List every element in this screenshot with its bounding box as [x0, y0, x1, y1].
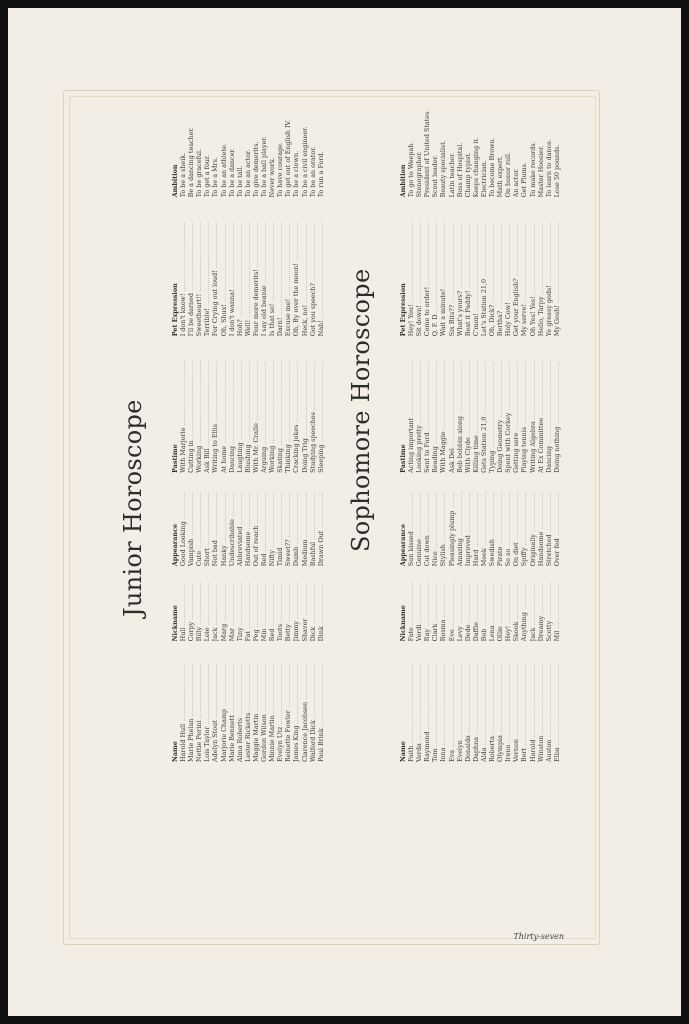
table-cell: Laughing ..... [236, 336, 244, 473]
table-cell: Donalda ..... [464, 641, 472, 762]
table-cell: Ask Bill ..... [203, 336, 211, 473]
table-cell: To be an actor. [243, 149, 252, 198]
table-cell: Gets Station 21,0 ..... [480, 336, 488, 473]
column-header: Ambition [171, 164, 179, 198]
table-cell: Arguing ..... [260, 336, 268, 473]
table-cell: Bert ..... [520, 641, 528, 762]
column-header: Name [399, 741, 407, 762]
table-cell: Jack ..... [211, 566, 219, 641]
table-cell: Toots ..... [276, 566, 284, 641]
column-header: Ambition [399, 164, 407, 198]
table-cell: Out of reach ..... [252, 473, 260, 566]
table-cell: At home ..... [220, 336, 228, 473]
table-cell: Oh Yes! Yes! ..... [529, 197, 537, 336]
table-cell: Shaver ..... [301, 566, 309, 641]
table-cell: Ye greasy gods! ..... [545, 197, 553, 336]
table-cell: Doing Geometry ..... [496, 336, 504, 473]
table-row [423, 22, 431, 762]
table-row [512, 22, 520, 762]
table-cell: For Crying out loud! ..... [211, 197, 219, 336]
table-cell: Oh, Dick? ..... [488, 197, 496, 336]
column-header: Appearance [399, 523, 407, 567]
table-cell: Spent with Corkey ..... [504, 336, 512, 473]
table-cell: C'mon! ..... [472, 197, 480, 336]
table-cell: Reading ..... [431, 336, 439, 473]
table-cell: Nah! ..... [317, 197, 325, 336]
table-cell: Raymond ..... [423, 641, 431, 762]
table-row [537, 22, 545, 762]
table-row [431, 22, 439, 762]
table-cell: Dancing ..... [228, 336, 236, 473]
table-cell: To learn to dance. [544, 139, 553, 198]
table-row [456, 22, 464, 762]
table-cell: Never work. [268, 157, 277, 198]
table-cell: Getting sore ..... [512, 336, 520, 473]
table-cell: To be tall. [235, 165, 244, 198]
table-cell: Ireno ..... [504, 641, 512, 762]
table-cell: To be a civil engineer. [300, 126, 309, 198]
table-cell: My Gosh! ..... [553, 197, 561, 336]
table-cell: Dumb ..... [292, 473, 300, 566]
table-cell: Tom ..... [431, 641, 439, 762]
table-cell: Eve ..... [448, 566, 456, 641]
table-cell: On honor roll. [504, 151, 513, 198]
column-header: Nickname [171, 605, 179, 642]
table-cell: Marie Phelan ..... [187, 641, 195, 762]
table-row [480, 22, 488, 762]
table-cell: With Maggie ..... [439, 336, 447, 473]
table-cell: Abbreviated ..... [236, 473, 244, 566]
table-cell: Electrician. [479, 160, 488, 198]
table-cell: Stretched ..... [545, 473, 553, 566]
table-cell: Six Bits?? ..... [448, 197, 456, 336]
table-cell: Minnie Martin ..... [268, 641, 276, 762]
table-cell: To get a four. [203, 154, 212, 198]
table-cell: Dede ..... [464, 566, 472, 641]
table-cell: Cracking jokes ..... [292, 336, 300, 473]
table-cell: Red ..... [260, 473, 268, 566]
table-cell: To become Brown. [488, 137, 497, 198]
table-row [439, 22, 447, 762]
table-row [292, 22, 300, 762]
table-cell: Drawn Out ..... [317, 473, 325, 566]
table-cell: Bertha? ..... [496, 197, 504, 336]
table-cell: Ollie ..... [496, 566, 504, 641]
table-cell: Get Plums. [520, 162, 529, 198]
table-cell: Roberta ..... [488, 641, 496, 762]
table-row [195, 22, 203, 762]
table-cell: Auston ..... [545, 641, 553, 762]
table-cell: Got you speech? ..... [309, 197, 317, 336]
table-cell: Meek ..... [480, 473, 488, 566]
table-row [317, 22, 325, 762]
table-cell: Ray ..... [423, 566, 431, 641]
table-row [187, 22, 195, 762]
table-cell: Marjorie Champ ..... [220, 641, 228, 762]
table-cell: President of United States. [423, 109, 432, 198]
table-row [203, 22, 211, 762]
table-cell: Holy Cow! ..... [504, 197, 512, 336]
table-cell: Daphna ..... [472, 641, 480, 762]
table-cell: Daffie ..... [472, 566, 480, 641]
table-cell: With Mr. Cralle ..... [252, 336, 260, 473]
table-row [211, 22, 219, 762]
table-cell: Fate ..... [407, 566, 415, 641]
table-cell: Heck, no! ..... [301, 197, 309, 336]
table-cell: Handsome ..... [537, 473, 545, 566]
table-cell: Cutting in ..... [187, 336, 195, 473]
table-cell: Lena ..... [488, 566, 496, 641]
table-row [529, 22, 537, 762]
table-cell: Beat it Paddy! ..... [464, 197, 472, 336]
table-row [284, 22, 292, 762]
table-cell: Doing Trig ..... [301, 336, 309, 473]
table-cell: Reinette Fowler ..... [284, 641, 292, 762]
table-cell: Hanky ..... [220, 473, 228, 566]
table-cell: Hard ..... [472, 473, 480, 566]
column-header: Pet Expression [171, 283, 179, 337]
table-cell: Master Hoosier. [536, 145, 545, 198]
table-cell: Gordon Wilson ..... [260, 641, 268, 762]
table-cell: Scotty ..... [545, 566, 553, 641]
table-cell: Eva ..... [448, 641, 456, 762]
table-cell: Alda ..... [480, 641, 488, 762]
table-cell: Min ..... [260, 566, 268, 641]
table-cell: Rosma ..... [439, 566, 447, 641]
table-cell: Ask Del ..... [448, 336, 456, 473]
table-cell: Faith ..... [407, 641, 415, 762]
table-cell: Hey! You! ..... [407, 197, 415, 336]
table-cell: Keeps changing it. [471, 137, 480, 198]
table-cell: Blushing ..... [244, 336, 252, 473]
table-cell: Harold Hull ..... [179, 641, 187, 762]
table-cell: Working ..... [195, 336, 203, 473]
table-cell: With Clyde ..... [464, 336, 472, 473]
table-cell: Sun kissed ..... [407, 473, 415, 566]
table-cell: Stenographer. [415, 151, 424, 198]
table-cell: To get out of English IV. [284, 119, 293, 198]
table-cell: Spiffy ..... [520, 473, 528, 566]
table-cell: Oh, By over the moon! ..... [292, 197, 300, 336]
table-cell: Latin teacher. [447, 152, 456, 198]
table-row [553, 22, 561, 762]
table-cell: Be a dancing teacher. [187, 127, 196, 198]
column-header: Pastime [171, 444, 179, 473]
table-cell: Loie ..... [203, 566, 211, 641]
table-cell: Maggie Martin ..... [252, 641, 260, 762]
table-cell: Walford Dick ..... [309, 641, 317, 762]
table-cell: Winston ..... [537, 641, 545, 762]
table-cell: I'll be darned ..... [187, 197, 195, 336]
table-cell: Sweet?? ..... [284, 473, 292, 566]
table-cell: Hoh? ..... [236, 197, 244, 336]
table-row [268, 22, 276, 762]
table-cell: Short ..... [203, 473, 211, 566]
table-cell: To be a dancer. [227, 148, 236, 198]
table-cell: To go to Weepah. [407, 141, 416, 198]
table-cell: Typing ..... [488, 336, 496, 473]
table-cell: Oh, Shux! ..... [220, 197, 228, 336]
table-cell: Clarence Jacobsen ..... [301, 641, 309, 762]
table-cell: Sweetheart!! ..... [195, 197, 203, 336]
table-row [545, 22, 553, 762]
table-cell: To be an orator. [308, 146, 317, 198]
header-row [399, 22, 407, 762]
table-cell: Marg ..... [220, 566, 228, 641]
table-cell: Billy ..... [195, 566, 203, 641]
table-cell: Medium ..... [301, 473, 309, 566]
table-cell: Studying speeches ..... [309, 336, 317, 473]
table-cell: Alma Roberts ..... [236, 641, 244, 762]
table-cell: Betty ..... [284, 566, 292, 641]
table-cell: Sent to Ford ..... [423, 336, 431, 473]
table-cell: Writing to Ellis ..... [211, 336, 219, 473]
table-cell: An actor. [512, 168, 521, 198]
column-header: Pet Expression [399, 283, 407, 337]
table-cell: Red ..... [268, 566, 276, 641]
table-cell: Beauty specialist. [439, 140, 448, 198]
table-cell: Marie Bennett ..... [228, 641, 236, 762]
table-cell: Jack ..... [529, 566, 537, 641]
table-cell: Amazing ..... [456, 473, 464, 566]
table-cell: Nice ..... [431, 473, 439, 566]
table-row [496, 22, 504, 762]
table-row [504, 22, 512, 762]
junior-title: Junior Horoscope [119, 399, 147, 617]
table-cell: So so ..... [504, 473, 512, 566]
table-cell: Handsome ..... [244, 473, 252, 566]
table-cell: Tiny ..... [236, 566, 244, 641]
table-row [260, 22, 268, 762]
table-row [220, 22, 228, 762]
table-cell: Writing Algebra ..... [529, 336, 537, 473]
rotated-content [111, 22, 591, 762]
table-cell: Bashful ..... [309, 473, 317, 566]
table-cell: Levy ..... [456, 566, 464, 641]
table-cell: Timid ..... [276, 473, 284, 566]
table-cell: Boss of Hospital. [455, 142, 464, 198]
table-cell: Lester Ricketts ..... [244, 641, 252, 762]
table-cell: Jimmy ..... [292, 566, 300, 641]
table-cell: Inna ..... [439, 641, 447, 762]
table-cell: Q. F. D. ..... [431, 197, 439, 336]
table-cell: With Marjorie ..... [179, 336, 187, 473]
table-cell: Hull ..... [179, 566, 187, 641]
table-cell: To make records. [528, 141, 537, 198]
table-cell: To be an athlete. [219, 143, 228, 198]
table-cell: Scout leader. [431, 154, 440, 198]
table-cell: Pirate ..... [496, 473, 504, 566]
table-cell: Improved ..... [464, 473, 472, 566]
table-cell: Champ typist. [463, 152, 472, 198]
table-cell: Lose 50 pounds. [552, 144, 561, 198]
table-cell: Undescribable ..... [228, 473, 236, 566]
table-cell: Doing nothing ..... [553, 336, 561, 473]
table-cell: I don't wanna! ..... [228, 197, 236, 336]
table-cell: Dancing ..... [545, 336, 553, 473]
table-cell: Anything ..... [520, 566, 528, 641]
table-cell: Fat ..... [244, 566, 252, 641]
table-cell: Killing time ..... [472, 336, 480, 473]
table-cell: Clark ..... [431, 566, 439, 641]
table-row [472, 22, 480, 762]
header-row [171, 22, 179, 762]
table-cell: To be a clown. [292, 150, 301, 198]
table-cell: Bob bobbin along ..... [456, 336, 464, 473]
table-cell: Looking pretty ..... [415, 336, 423, 473]
table-cell: To have courage. [276, 142, 285, 198]
junior-table [171, 22, 325, 762]
table-row [276, 22, 284, 762]
table-cell: Corpy ..... [187, 566, 195, 641]
table-cell: What's yours? ..... [456, 197, 464, 336]
table-cell: Good Looking ..... [179, 473, 187, 566]
table-cell: Get your English? ..... [512, 197, 520, 336]
table-row [415, 22, 423, 762]
column-header: Name [171, 741, 179, 762]
table-row [448, 22, 456, 762]
table-cell: Math expert. [496, 155, 505, 198]
table-cell: Vampish ..... [187, 473, 195, 566]
table-cell: Genuine ..... [415, 473, 423, 566]
table-cell: Stylish ..... [439, 473, 447, 566]
table-cell: Four more demerits! ..... [252, 197, 260, 336]
table-cell: Terrible! ..... [203, 197, 211, 336]
table-cell: To run a Ford. [316, 151, 325, 198]
table-cell: James King ..... [292, 641, 300, 762]
table-cell: To be graceful. [195, 148, 204, 198]
table-cell: Dreamy ..... [537, 566, 545, 641]
table-cell: Let's Station 21,0 ..... [480, 197, 488, 336]
table-cell: Dink ..... [317, 566, 325, 641]
table-cell: Olympia ..... [496, 641, 504, 762]
column-header: Appearance [171, 523, 179, 567]
table-cell: Swedish ..... [488, 473, 496, 566]
column-header: Nickname [399, 605, 407, 642]
table-cell: Dick ..... [309, 566, 317, 641]
table-cell: Is that so! ..... [268, 197, 276, 336]
table-cell: Verda ..... [415, 641, 423, 762]
table-cell: Not bad ..... [211, 473, 219, 566]
sophomore-table [399, 22, 561, 762]
table-cell: Acting important ..... [407, 336, 415, 473]
table-cell: Wait a minute! ..... [439, 197, 447, 336]
table-cell: Harold ..... [529, 641, 537, 762]
table-cell: Skook ..... [512, 566, 520, 641]
table-cell: Working ..... [268, 336, 276, 473]
table-cell: Evelyn ..... [456, 641, 464, 762]
table-row [488, 22, 496, 762]
table-cell: Mar ..... [228, 566, 236, 641]
table-cell: At Ex Committee ..... [537, 336, 545, 473]
table-cell: Evelyn Utz ..... [276, 641, 284, 762]
table-cell: Sit down! ..... [415, 197, 423, 336]
table-cell: To give demerits. [251, 141, 260, 198]
table-cell: On diet ..... [512, 473, 520, 566]
table-cell: Adelyn Stout ..... [211, 641, 219, 762]
table-cell: Excuse me! ..... [284, 197, 292, 336]
table-cell: I say old beanie ..... [260, 197, 268, 336]
table-row [252, 22, 260, 762]
table-cell: I don't know! ..... [179, 197, 187, 336]
table-cell: Come to order! ..... [423, 197, 431, 336]
column-header: Pastime [399, 444, 407, 473]
table-cell: Sleeping ..... [317, 336, 325, 473]
table-row [228, 22, 236, 762]
page [8, 8, 681, 1016]
table-cell: Thinking ..... [284, 336, 292, 473]
table-row [244, 22, 252, 762]
table-cell: Hey! ..... [504, 566, 512, 641]
table-cell: Vernon ..... [512, 641, 520, 762]
table-row [464, 22, 472, 762]
table-cell: Cute ..... [195, 473, 203, 566]
table-cell: Elba ..... [553, 641, 561, 762]
table-cell: Peg ..... [252, 566, 260, 641]
table-cell: To be a sheik. [179, 152, 188, 198]
page-number: Thirty-seven [513, 932, 564, 941]
table-row [179, 22, 187, 762]
table-cell: Paul Brink ..... [317, 641, 325, 762]
table-cell: Verdi ..... [415, 566, 423, 641]
table-cell: Well! ..... [244, 197, 252, 336]
table-cell: Pleasingly plump ..... [448, 473, 456, 566]
table-cell: Bob ..... [480, 566, 488, 641]
table-cell: Lois Taylor ..... [203, 641, 211, 762]
table-cell: Skating ..... [276, 336, 284, 473]
table-cell: Over fed ..... [553, 473, 561, 566]
table-row [309, 22, 317, 762]
sophomore-title: Sophomore Horoscope [347, 268, 375, 552]
table-cell: Hello, Tarpy ..... [537, 197, 545, 336]
table-row [236, 22, 244, 762]
table-cell: Playing tennis ..... [520, 336, 528, 473]
table-cell: Mil ..... [553, 566, 561, 641]
table-cell: Nifty ..... [268, 473, 276, 566]
table-cell: To be a ball player. [260, 136, 269, 198]
table-cell: My serve! ..... [520, 197, 528, 336]
table-row [407, 22, 415, 762]
table-cell: To be a Mrs. [211, 157, 220, 198]
table-cell: Darn! ..... [276, 197, 284, 336]
table-row [301, 22, 309, 762]
table-row [520, 22, 528, 762]
table-cell: Originally ..... [529, 473, 537, 566]
table-cell: Cut down ..... [423, 473, 431, 566]
table-cell: Nettie Perini ..... [195, 641, 203, 762]
